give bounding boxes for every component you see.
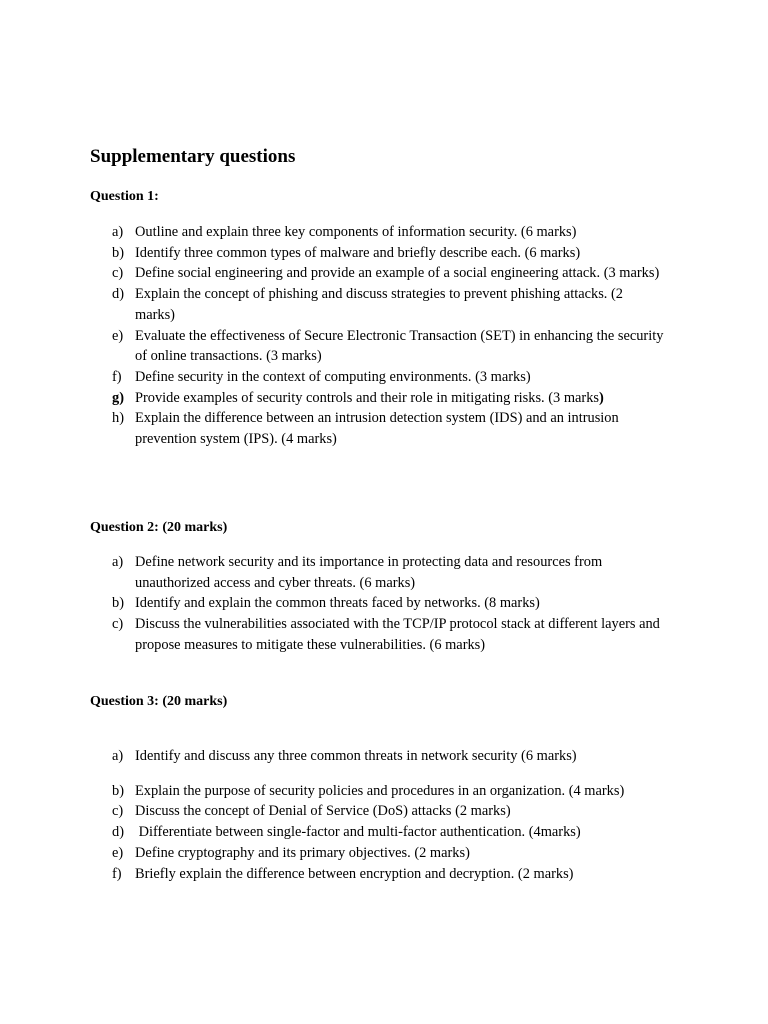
item-text: Briefly explain the difference between encryption and decryption. (2 marks): [135, 865, 574, 882]
list-item: [0, 843, 665, 864]
item-marker: b): [112, 595, 124, 612]
item-text: Explain the concept of phishing and discuss strategies to prevent phishing attacks. (2 marks): [135, 286, 623, 323]
list-item: [0, 388, 665, 409]
item-marker: b): [112, 782, 124, 799]
list-item: [0, 367, 665, 388]
item-text: Define security in the context of computing environments. (3 marks): [135, 368, 531, 385]
question-2-list: [0, 552, 768, 656]
item-marker: e): [112, 844, 124, 861]
item-text: Evaluate the effectiveness of Secure Electronic Transaction (SET) in enhancing the security of online transactions. (3 marks): [135, 327, 664, 365]
list-item: [0, 326, 665, 367]
question-1-list: [0, 222, 768, 450]
item-text: Discuss the vulnerabilities associated with the TCP/IP protocol stack at different layers and propose measures to mitigate these vulnerabilities. (6 marks): [135, 616, 660, 653]
item-marker: b): [112, 244, 124, 261]
item-marker: c): [112, 616, 124, 633]
item-marker: g): [112, 389, 124, 406]
list-item: [0, 284, 665, 325]
item-marker: a): [112, 554, 124, 570]
question-1-heading: Question 1:: [90, 189, 159, 204]
list-item: [0, 552, 665, 593]
list-item: [0, 801, 665, 822]
list-item: [0, 614, 665, 655]
item-marker: e): [112, 327, 124, 344]
item-text: Define cryptography and its primary objectives. (2 marks): [135, 844, 470, 861]
item-text: Discuss the concept of Denial of Service (DoS) attacks (2 marks): [135, 803, 511, 820]
item-text: Define network security and its importance in protecting data and resources from unauthorized access and cyber threats. (6 marks): [135, 554, 603, 591]
item-marker: f): [112, 368, 122, 385]
list-item: [0, 243, 665, 264]
list-item: [0, 408, 665, 449]
item-text: Identify and explain the common threats faced by networks. (8 marks): [135, 595, 540, 612]
item-marker: a): [112, 748, 124, 764]
item-marker: a): [112, 224, 124, 240]
question-3-heading: Question 3: (20 marks): [90, 694, 228, 709]
item-text: Explain the purpose of security policies and procedures in an organization. (4 marks): [135, 782, 625, 799]
item-marker: h): [112, 410, 124, 427]
item-text: Explain the difference between an intrusion detection system (IDS) and an intrusion prevention system (IPS). (4 marks): [135, 410, 619, 448]
list-item: [0, 222, 665, 243]
item-text: Provide examples of security controls and their role in mitigating risks. (3 marks: [135, 389, 599, 406]
item-marker: f): [112, 865, 122, 882]
item-text: Differentiate between single-factor and multi-factor authentication. (4marks): [135, 824, 581, 841]
list-item: [0, 864, 665, 885]
page-title: Supplementary questions: [90, 146, 296, 167]
item-marker: c): [112, 265, 124, 282]
item-text-tail: ): [599, 389, 604, 406]
list-item: [0, 593, 665, 614]
list-item: [0, 781, 665, 802]
item-marker: d): [112, 286, 124, 303]
list-item: [0, 263, 665, 284]
question-3-list: [0, 746, 768, 884]
item-text: Define social engineering and provide an example of a social engineering attack. (3 marks): [135, 265, 660, 282]
question-2-heading: Question 2: (20 marks): [90, 520, 228, 535]
item-marker: d): [112, 824, 124, 841]
item-marker: c): [112, 803, 124, 820]
item-text: Identify three common types of malware and briefly describe each. (6 marks): [135, 244, 581, 261]
item-text: Identify and discuss any three common threats in network security (6 marks): [135, 748, 577, 764]
item-text: Outline and explain three key components of information security. (6 marks): [135, 224, 577, 240]
list-item: [0, 822, 665, 843]
list-item: [0, 746, 665, 767]
